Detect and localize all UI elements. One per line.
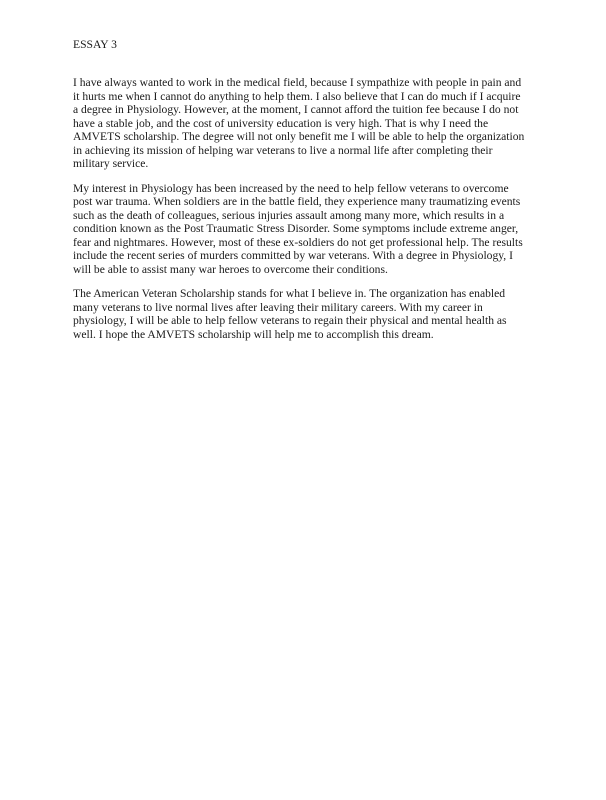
text-line: have a stable job, and the cost of university education is very high. That is why I need the [73,116,489,130]
paragraph-3 [73,287,538,341]
text-line: physiology, I will be able to help fellow veterans to regain their physical and mental health as [73,314,507,327]
paragraph-1 [73,76,538,171]
text-line: a degree in Physiology. However, at the moment, I cannot afford the tuition fee because I do not [73,103,519,116]
text-line: I have always wanted to work in the medical field, because I sympathize with people in pain and [73,76,522,89]
text-line: will be able to assist many war heroes to overcome their conditions. [73,262,388,276]
text-line: in achieving its mission of helping war veterans to live a normal life after completing their [73,143,493,157]
text-line: The American Veteran Scholarship stands for what I believe in. The organization has enabled [73,287,506,300]
text-line: fear and nightmares. However, most of these ex-soldiers do not get professional help. The results [73,235,523,249]
document-title: ESSAY 3 [73,38,117,51]
text-line: it hurts me when I cannot do anything to help them. I also believe that I can do much if I acquire [73,89,521,103]
text-line: condition known as the Post Traumatic Stress Disorder. Some symptoms include extreme anger, [73,222,519,235]
text-line: well. I hope the AMVETS scholarship will help me to accomplish this dream. [73,327,434,341]
text-line: AMVETS scholarship. The degree will not only benefit me I will be able to help the organization [73,130,525,143]
paragraph-2 [73,182,538,277]
text-line: include the recent series of murders committed by war veterans. With a degree in Physiology, I [73,249,513,262]
text-line: My interest in Physiology has been increased by the need to help fellow veterans to overcome [73,181,509,195]
text-line: such as the death of colleagues, serious injuries assault among many more, which results in a [73,208,505,222]
text-line: post war trauma. When soldiers are in the battle field, they experience many traumatizing events [73,195,521,208]
text-line: military service. [73,157,149,170]
text-line: many veterans to live normal lives after leaving their military careers. With my career in [73,300,483,314]
essay-body [73,76,538,352]
